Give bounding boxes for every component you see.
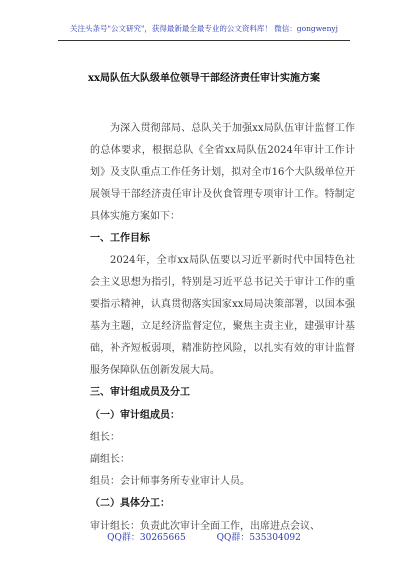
- team-members-line: 组员：会计师事务所专业审计人员。: [90, 476, 250, 487]
- intro-paragraph: 为深入贯彻部局、总队关于加强xx局队伍审计监督工作的总体要求，根据总队《全省xx局队伍2024年审计工作计划》及支队重点工作任务计划，拟对全市16个大队级单位开展领导干部经济责任审计及伙食管理专项审计工作。特制定具体实施方案如下：: [90, 123, 355, 222]
- footer-qq-group-2: QQ群：535304092: [216, 533, 301, 543]
- subheading-team-members: （一）审计组成员：: [90, 410, 180, 421]
- section-heading-work-goals: 一、工作目标: [90, 233, 150, 244]
- work-goals-paragraph: 2024年，全市xx局队伍要以习近平新时代中国特色社会主义思想为指引，特别是习近平总书记关于审计工作的重要指示精神，认真贯彻落实国家xx局局决策部署，以国本强基为主题，立足经济监督定位，聚焦主责主业，建强审计基础，补齐短板弱项，精准防控风险，以扎实有效的审计监督服务保障队伍创新发展大局。: [90, 255, 355, 376]
- header-banner: 关注头条号"公文研究"，获得最新最全最专业的公文资料库！ 微信：gongwenyj: [70, 24, 338, 33]
- audit-leader-duties-line: 审计组长：负责此次审计全面工作，出席进点会议、: [90, 521, 320, 532]
- team-leader-line: 组长：: [90, 432, 120, 443]
- deputy-leader-line: 副组长：: [90, 454, 130, 465]
- footer-qq-group-1: QQ群：30265665: [107, 533, 186, 543]
- footer-contact: [0, 530, 408, 543]
- header-divider: [58, 40, 350, 41]
- section-heading-audit-team: 三、审计组成员及分工: [90, 387, 190, 398]
- subheading-division-of-work: （二）具体分工：: [90, 498, 170, 509]
- document-title: xx局队伍大队级单位领导干部经济责任审计实施方案: [88, 73, 320, 84]
